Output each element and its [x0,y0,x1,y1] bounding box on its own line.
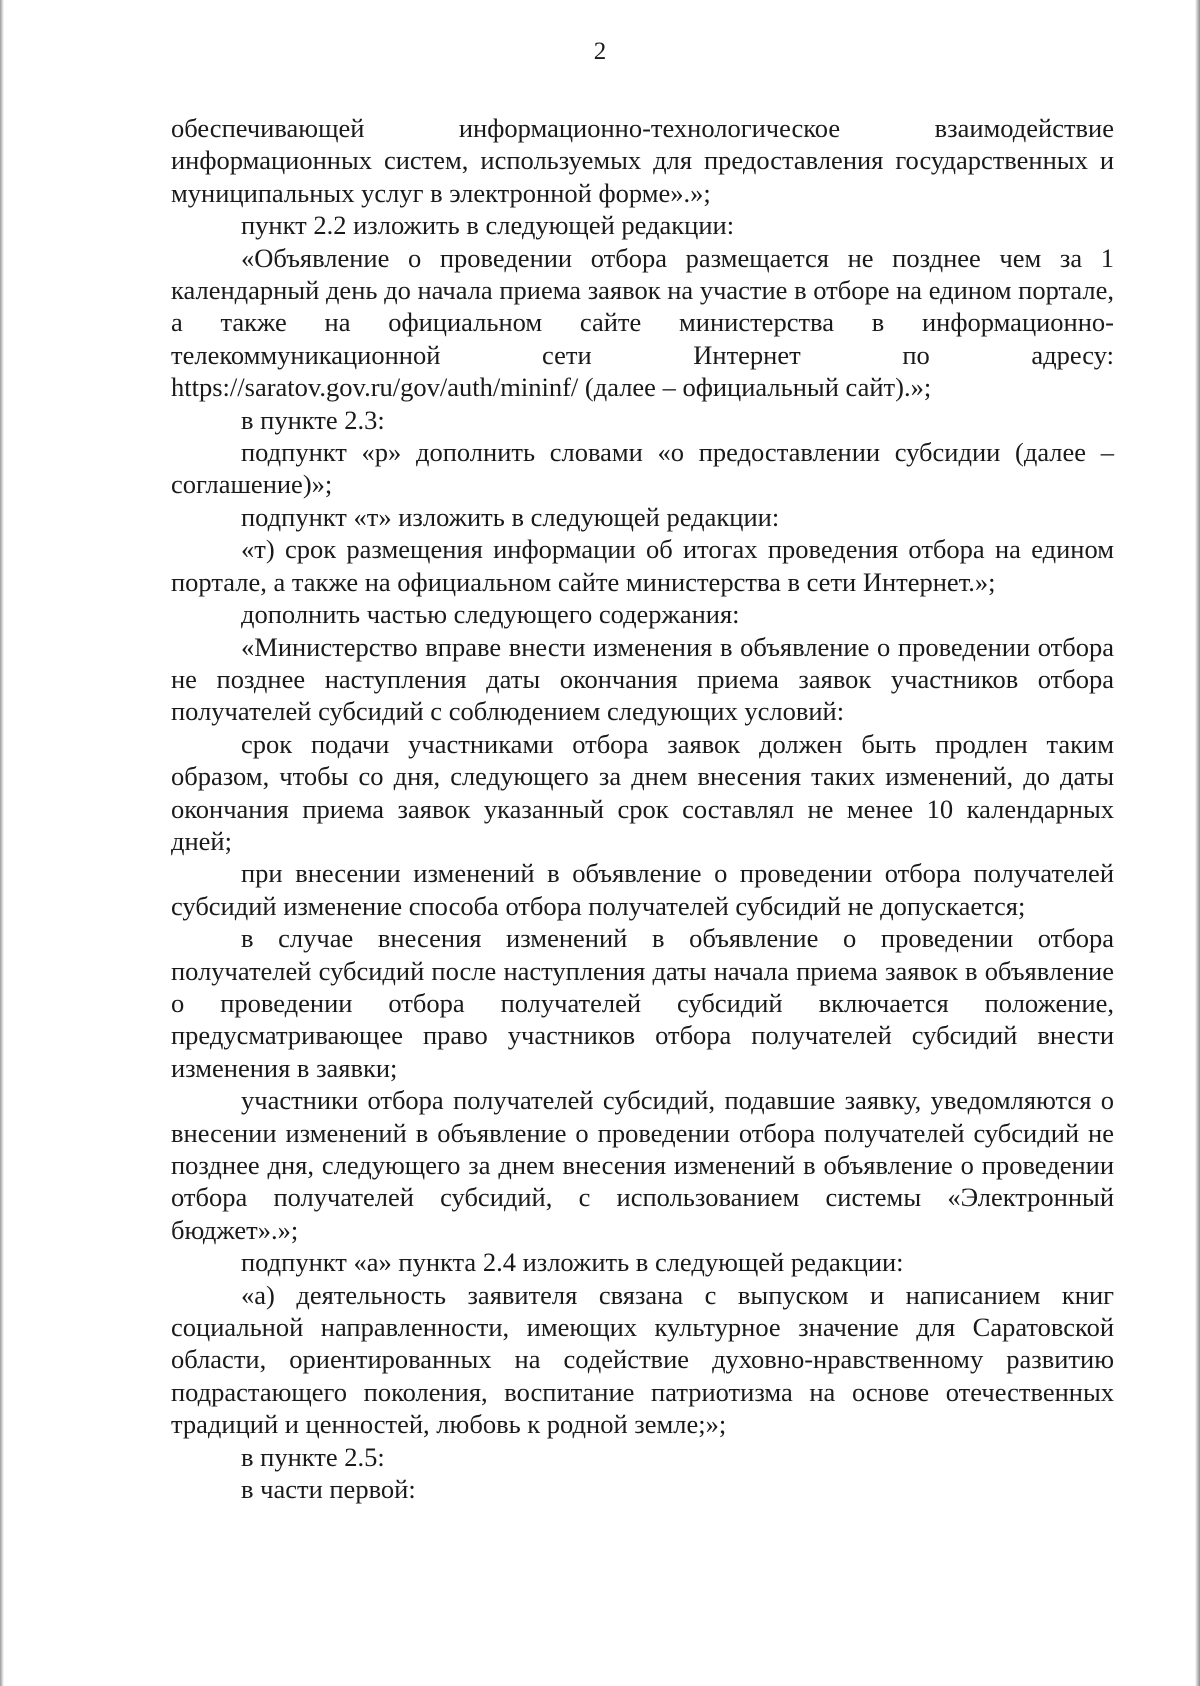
paragraph: в части первой: [241,1474,416,1505]
paragraph: пункт 2.2 изложить в следующей редакции: [241,210,735,241]
paragraph: «Объявление о проведении отбора размещается не позднее чем за 1 календарный день до начала приема заявок на участие в отборе на едином портале, а также на официальном сайте министерства в информационно-телекоммуникационной сети Интернет по адресу: https://saratov.gov.ru/gov/auth/mininf/ (далее – официальный сайт).»; [171,242,1114,403]
scan-edge-right [1195,0,1200,1686]
paragraph: при внесении изменений в объявление о проведении отбора получателей субсидий изменение способа отбора получателей субсидий не допускается; [171,858,1114,921]
paragraph: подпункт «т» изложить в следующей редакции: [241,501,780,532]
paragraph: в пункте 2.5: [241,1441,385,1472]
paragraph: в случае внесения изменений в объявление о проведении отбора получателей субсидий после наступления даты начала приема заявок в объявление о проведении отбора получателей субсидий включается положение, предусматривающее право участников отбора получателей субсидий внести изменения в заявки; [171,923,1114,1083]
paragraph: «т) срок размещения информации об итогах проведения отбора на едином портале, а также на официальном сайте министерства в сети Интернет.»; [171,534,1114,597]
paragraph: дополнить частью следующего содержания: [241,599,740,630]
paragraph: в пункте 2.3: [241,404,385,435]
page-number: 2 [593,38,607,65]
scan-edge-left [0,0,4,1686]
document-body [171,112,1114,1505]
paragraph: участники отбора получателей субсидий, подавшие заявку, уведомляются о внесении изменений в объявление о проведении отбора получателей субсидий не позднее дня, следующего за днем внесения изменений в объявление о проведении отбора получателей субсидий, с использованием системы «Электронный бюджет».»; [171,1085,1114,1245]
paragraph: обеспечивающей информационно-технологическое взаимодействие информационных систем, используемых для предоставления государственных и муниципальных услуг в электронной форме».»; [171,113,1114,208]
paragraph: подпункт «а» пункта 2.4 изложить в следующей редакции: [241,1247,904,1278]
paragraph: подпункт «р» дополнить словами «о предоставлении субсидии (далее – соглашение)»; [171,437,1114,500]
paragraph: «Министерство вправе внести изменения в объявление о проведении отбора не позднее наступления даты окончания приема заявок участников отбора получателей субсидий с соблюдением следующих условий: [171,631,1114,727]
paragraph: «а) деятельность заявителя связана с выпуском и написанием книг социальной направленности, имеющих культурное значение для Саратовской области, ориентированных на содействие духовно-нравственному развитию подрастающего поколения, воспитание патриотизма на основе отечественных традиций и ценностей, любовь к родной земле;»; [171,1279,1114,1440]
paragraph: срок подачи участниками отбора заявок должен быть продлен таким образом, чтобы со дня, следующего за днем внесения таких изменений, до даты окончания приема заявок указанный срок составлял не менее 10 календарных дней; [171,728,1114,856]
